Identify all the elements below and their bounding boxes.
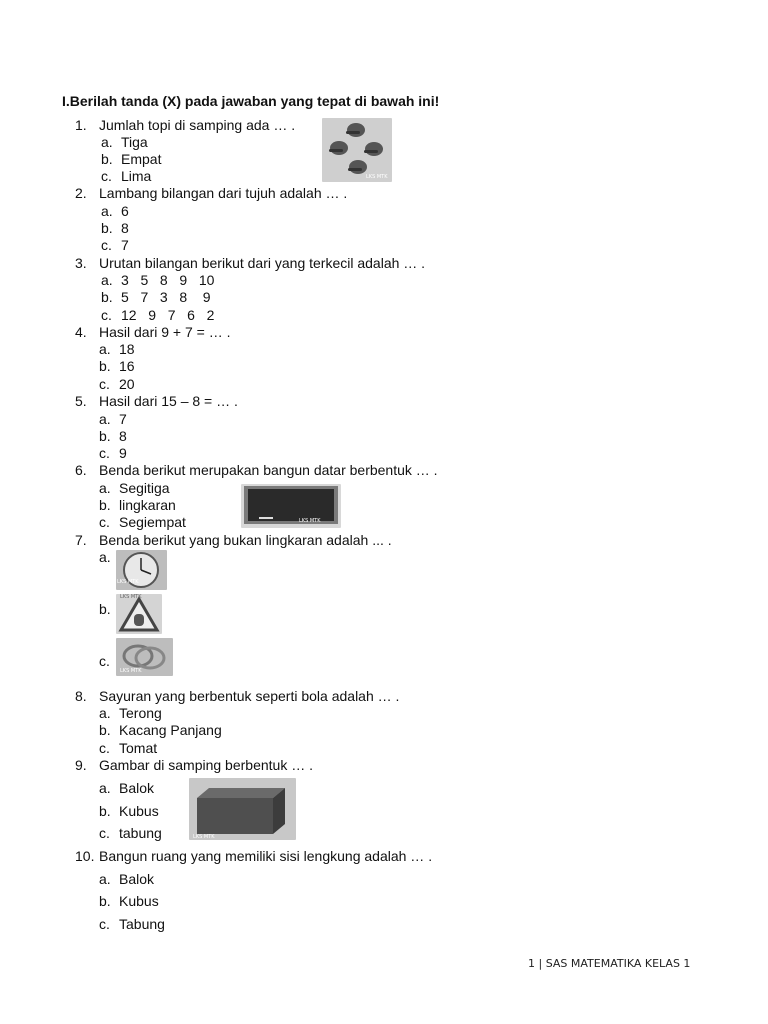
option-5c[interactable]: c. 9 (99, 445, 127, 461)
question-8 (75, 688, 399, 704)
box-image (189, 778, 296, 840)
option-6c[interactable]: c. Segiempat (99, 514, 186, 530)
question-1 (75, 117, 295, 133)
option-3b[interactable]: b. 5 7 3 8 9 (101, 289, 211, 305)
question-number: 10. (75, 848, 95, 864)
option-5a[interactable]: a. 7 (99, 411, 127, 427)
option-9c[interactable]: c. tabung (99, 825, 162, 841)
option-1b[interactable]: b. Empat (101, 151, 162, 167)
question-number: 4. (75, 324, 87, 340)
clock-image[interactable] (116, 550, 167, 590)
watermark: LKS MTK (366, 174, 388, 180)
svg-text:LKS MTK: LKS MTK (117, 579, 139, 585)
option-7b[interactable]: b. (99, 601, 111, 617)
question-text: Gambar di samping berbentuk … . (99, 757, 313, 773)
option-10a[interactable]: a. Balok (99, 871, 155, 887)
question-number: 3. (75, 255, 87, 271)
option-1a[interactable]: a. Tiga (101, 134, 148, 150)
question-number: 8. (75, 688, 87, 704)
question-number: 6. (75, 462, 87, 478)
svg-text:LKS MTK: LKS MTK (120, 594, 142, 600)
option-8a[interactable]: a. Terong (99, 705, 162, 721)
page-footer: 1 | SAS MATEMATIKA KELAS 1 (528, 957, 691, 970)
option-8b[interactable]: b. Kacang Panjang (99, 722, 222, 738)
question-text: Bangun ruang yang memiliki sisi lengkung adalah … . (99, 848, 433, 864)
question-text: Benda berikut yang bukan lingkaran adalah ... . (99, 532, 392, 548)
question-7 (75, 532, 392, 548)
question-number: 9. (75, 757, 87, 773)
question-number: 5. (75, 393, 87, 409)
option-7c[interactable]: c. (99, 653, 110, 669)
question-number: 2. (75, 185, 87, 201)
section-heading: I.Berilah tanda (X) pada jawaban yang tepat di bawah ini! (62, 93, 440, 109)
caps-image (322, 118, 392, 182)
option-6a[interactable]: a. Segitiga (99, 480, 170, 496)
blackboard-image (241, 484, 341, 528)
option-2b[interactable]: b. 8 (101, 220, 129, 236)
question-text: Hasil dari 15 – 8 = … . (99, 393, 238, 409)
option-5b[interactable]: b. 8 (99, 428, 127, 444)
option-9a[interactable]: a. Balok (99, 780, 155, 796)
question-number: 1. (75, 117, 87, 133)
question-4 (75, 324, 231, 340)
option-4a[interactable]: a. 18 (99, 341, 135, 357)
question-text: Lambang bilangan dari tujuh adalah … . (99, 185, 348, 201)
option-1c[interactable]: c. Lima (101, 168, 152, 184)
warning-sign-image[interactable] (116, 594, 162, 634)
option-3c[interactable]: c. 12 9 7 6 2 (101, 307, 215, 323)
option-8c[interactable]: c. Tomat (99, 740, 158, 756)
option-10c[interactable]: c. Tabung (99, 916, 165, 932)
option-7a[interactable]: a. (99, 549, 111, 565)
question-text: Sayuran yang berbentuk seperti bola adalah … . (99, 688, 400, 704)
svg-text:LKS MTK: LKS MTK (120, 668, 142, 674)
rings-image[interactable] (116, 638, 173, 676)
question-6 (75, 462, 438, 478)
option-2a[interactable]: a. 6 (101, 203, 129, 219)
option-2c[interactable]: c. 7 (101, 237, 129, 253)
question-text: Hasil dari 9 + 7 = … . (99, 324, 231, 340)
svg-text:LKS MTK: LKS MTK (299, 518, 321, 524)
question-text: Urutan bilangan berikut dari yang terkecil adalah … . (99, 255, 426, 271)
question-5 (75, 393, 238, 409)
question-10 (75, 848, 432, 864)
option-4b[interactable]: b. 16 (99, 358, 135, 374)
option-10b[interactable]: b. Kubus (99, 893, 159, 909)
question-9 (75, 757, 313, 773)
question-3 (75, 255, 425, 271)
question-2 (75, 185, 347, 201)
option-3a[interactable]: a. 3 5 8 9 10 (101, 272, 215, 288)
option-6b[interactable]: b. lingkaran (99, 497, 176, 513)
question-text: Benda berikut merupakan bangun datar berbentuk … . (99, 462, 438, 478)
option-9b[interactable]: b. Kubus (99, 803, 159, 819)
question-number: 7. (75, 532, 87, 548)
question-text: Jumlah topi di samping ada … . (99, 117, 296, 133)
option-4c[interactable]: c. 20 (99, 376, 135, 392)
svg-text:LKS MTK: LKS MTK (193, 834, 215, 840)
